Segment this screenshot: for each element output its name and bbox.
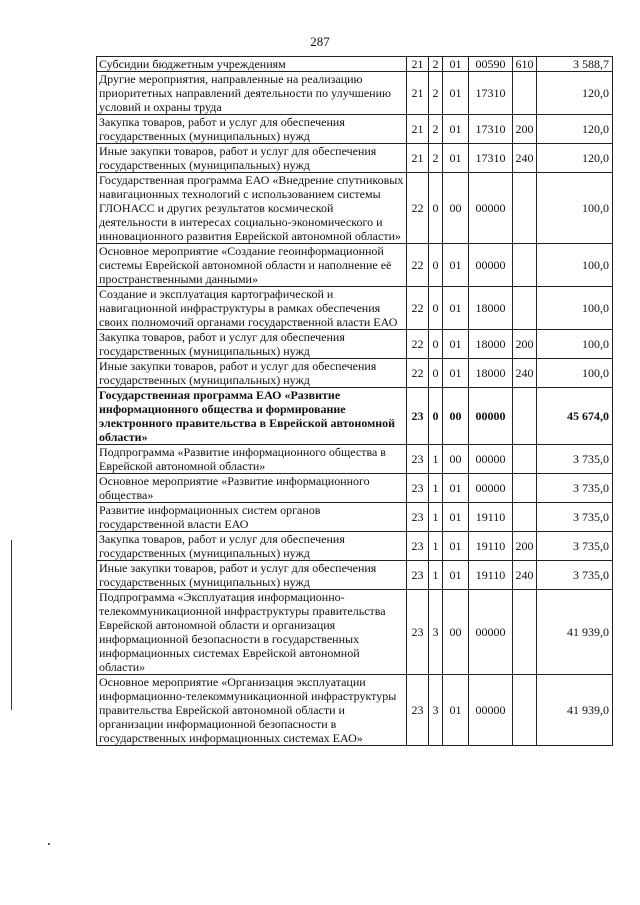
program-code-cell: 22	[407, 330, 429, 359]
expense-type-cell: 240	[513, 359, 537, 388]
program-code-cell: 22	[407, 287, 429, 330]
measure-code-cell: 01	[443, 244, 469, 287]
row-name-cell: Другие мероприятия, направленные на реализацию приоритетных направлений деятельности по улучшению условий и охраны труда	[97, 72, 407, 115]
table-row	[97, 590, 613, 675]
direction-code-cell: 00000	[469, 590, 513, 675]
measure-code-cell: 01	[443, 359, 469, 388]
measure-code-cell: 00	[443, 173, 469, 244]
expense-type-cell	[513, 503, 537, 532]
expense-type-cell	[513, 445, 537, 474]
measure-code-cell: 01	[443, 474, 469, 503]
subprogram-code-cell: 0	[429, 330, 443, 359]
subprogram-code-cell: 0	[429, 359, 443, 388]
amount-cell: 120,0	[537, 144, 613, 173]
table-row	[97, 173, 613, 244]
amount-cell: 41 939,0	[537, 590, 613, 675]
row-name-cell: Иные закупки товаров, работ и услуг для обеспечения государственных (муниципальных) нужд	[97, 359, 407, 388]
direction-code-cell: 17310	[469, 144, 513, 173]
table-row	[97, 244, 613, 287]
direction-code-cell: 00000	[469, 388, 513, 445]
program-code-cell: 21	[407, 72, 429, 115]
measure-code-cell: 01	[443, 330, 469, 359]
direction-code-cell: 00000	[469, 173, 513, 244]
program-code-cell: 23	[407, 503, 429, 532]
direction-code-cell: 17310	[469, 115, 513, 144]
amount-cell: 41 939,0	[537, 675, 613, 746]
measure-code-cell: 00	[443, 590, 469, 675]
table-row	[97, 72, 613, 115]
expense-type-cell	[513, 244, 537, 287]
program-code-cell: 23	[407, 675, 429, 746]
program-code-cell: 21	[407, 115, 429, 144]
program-code-cell: 23	[407, 532, 429, 561]
subprogram-code-cell: 2	[429, 144, 443, 173]
direction-code-cell: 19110	[469, 561, 513, 590]
expense-type-cell	[513, 675, 537, 746]
table-row	[97, 388, 613, 445]
subprogram-code-cell: 1	[429, 561, 443, 590]
row-name-cell: Основное мероприятие «Организация эксплуатации информационно-телекоммуникационной инфраструктуры правительства Еврейской автономной области и организации информационной безопасности в государственных информационных системах ЕАО»	[97, 675, 407, 746]
row-name-cell: Государственная программа ЕАО «Развитие информационного общества и формирование электронного правительства в Еврейской автономной области»	[97, 388, 407, 445]
direction-code-cell: 00000	[469, 474, 513, 503]
row-name-cell: Создание и эксплуатация картографической и навигационной инфраструктуры в рамках обеспечения своих полномочий органами государственной власти ЕАО	[97, 287, 407, 330]
subprogram-code-cell: 0	[429, 244, 443, 287]
row-name-cell: Закупка товаров, работ и услуг для обеспечения государственных (муниципальных) нужд	[97, 115, 407, 144]
program-code-cell: 23	[407, 388, 429, 445]
measure-code-cell: 01	[443, 675, 469, 746]
row-name-cell: Государственная программа ЕАО «Внедрение спутниковых навигационных технологий с использованием системы ГЛОНАСС и других результатов космической деятельности в интересах социально-экономического и инновационного развития Еврейской автономной области»	[97, 173, 407, 244]
row-name-cell: Подпрограмма «Развитие информационного общества в Еврейской автономной области»	[97, 445, 407, 474]
row-name-cell: Закупка товаров, работ и услуг для обеспечения государственных (муниципальных) нужд	[97, 532, 407, 561]
expense-type-cell	[513, 173, 537, 244]
amount-cell: 3 588,7	[537, 57, 613, 72]
table-row	[97, 57, 613, 72]
program-code-cell: 23	[407, 590, 429, 675]
direction-code-cell: 00000	[469, 675, 513, 746]
expense-type-cell: 200	[513, 115, 537, 144]
row-name-cell: Основное мероприятие «Создание геоинформационной системы Еврейской автономной области и наполнение её пространственными данными»	[97, 244, 407, 287]
table-body	[97, 57, 613, 746]
measure-code-cell: 01	[443, 532, 469, 561]
scan-speck	[48, 843, 50, 845]
direction-code-cell: 18000	[469, 287, 513, 330]
expense-type-cell: 240	[513, 144, 537, 173]
expense-type-cell	[513, 474, 537, 503]
direction-code-cell: 00000	[469, 244, 513, 287]
measure-code-cell: 01	[443, 561, 469, 590]
table-row	[97, 561, 613, 590]
amount-cell: 3 735,0	[537, 503, 613, 532]
subprogram-code-cell: 2	[429, 115, 443, 144]
amount-cell: 45 674,0	[537, 388, 613, 445]
table-row	[97, 115, 613, 144]
measure-code-cell: 01	[443, 144, 469, 173]
direction-code-cell: 19110	[469, 532, 513, 561]
budget-table	[96, 56, 613, 746]
amount-cell: 3 735,0	[537, 445, 613, 474]
direction-code-cell: 00000	[469, 445, 513, 474]
program-code-cell: 22	[407, 359, 429, 388]
program-code-cell: 22	[407, 173, 429, 244]
program-code-cell: 22	[407, 244, 429, 287]
amount-cell: 120,0	[537, 72, 613, 115]
program-code-cell: 23	[407, 474, 429, 503]
measure-code-cell: 00	[443, 445, 469, 474]
subprogram-code-cell: 2	[429, 57, 443, 72]
table-row	[97, 144, 613, 173]
budget-table-container	[96, 56, 616, 746]
measure-code-cell: 01	[443, 72, 469, 115]
subprogram-code-cell: 1	[429, 445, 443, 474]
expense-type-cell: 200	[513, 330, 537, 359]
program-code-cell: 23	[407, 561, 429, 590]
page-number: 287	[310, 34, 330, 49]
expense-type-cell: 240	[513, 561, 537, 590]
measure-code-cell: 01	[443, 287, 469, 330]
amount-cell: 100,0	[537, 330, 613, 359]
amount-cell: 100,0	[537, 287, 613, 330]
subprogram-code-cell: 1	[429, 503, 443, 532]
row-name-cell: Основное мероприятие «Развитие информационного общества»	[97, 474, 407, 503]
amount-cell: 100,0	[537, 173, 613, 244]
expense-type-cell	[513, 590, 537, 675]
expense-type-cell: 200	[513, 532, 537, 561]
row-name-cell: Развитие информационных систем органов государственной власти ЕАО	[97, 503, 407, 532]
amount-cell: 100,0	[537, 359, 613, 388]
amount-cell: 3 735,0	[537, 474, 613, 503]
expense-type-cell	[513, 388, 537, 445]
table-row	[97, 330, 613, 359]
expense-type-cell	[513, 72, 537, 115]
scan-margin-line	[11, 540, 12, 710]
measure-code-cell: 00	[443, 388, 469, 445]
measure-code-cell: 01	[443, 503, 469, 532]
row-name-cell: Иные закупки товаров, работ и услуг для обеспечения государственных (муниципальных) нужд	[97, 561, 407, 590]
direction-code-cell: 00590	[469, 57, 513, 72]
subprogram-code-cell: 3	[429, 675, 443, 746]
direction-code-cell: 19110	[469, 503, 513, 532]
subprogram-code-cell: 0	[429, 173, 443, 244]
subprogram-code-cell: 0	[429, 388, 443, 445]
table-row	[97, 445, 613, 474]
row-name-cell: Закупка товаров, работ и услуг для обеспечения государственных (муниципальных) нужд	[97, 330, 407, 359]
subprogram-code-cell: 0	[429, 287, 443, 330]
amount-cell: 120,0	[537, 115, 613, 144]
amount-cell: 3 735,0	[537, 532, 613, 561]
table-row	[97, 503, 613, 532]
direction-code-cell: 18000	[469, 330, 513, 359]
program-code-cell: 21	[407, 57, 429, 72]
row-name-cell: Иные закупки товаров, работ и услуг для обеспечения государственных (муниципальных) нужд	[97, 144, 407, 173]
table-row	[97, 675, 613, 746]
program-code-cell: 23	[407, 445, 429, 474]
row-name-cell: Субсидии бюджетным учреждениям	[97, 57, 407, 72]
subprogram-code-cell: 2	[429, 72, 443, 115]
table-row	[97, 532, 613, 561]
subprogram-code-cell: 1	[429, 474, 443, 503]
table-row	[97, 359, 613, 388]
table-row	[97, 474, 613, 503]
expense-type-cell	[513, 287, 537, 330]
amount-cell: 100,0	[537, 244, 613, 287]
amount-cell: 3 735,0	[537, 561, 613, 590]
direction-code-cell: 17310	[469, 72, 513, 115]
program-code-cell: 21	[407, 144, 429, 173]
direction-code-cell: 18000	[469, 359, 513, 388]
subprogram-code-cell: 3	[429, 590, 443, 675]
subprogram-code-cell: 1	[429, 532, 443, 561]
measure-code-cell: 01	[443, 115, 469, 144]
table-row	[97, 287, 613, 330]
row-name-cell: Подпрограмма «Эксплуатация информационно-телекоммуникационной инфраструктуры правительства Еврейской автономной области и организация информационной безопасности в государственных информационных системах Еврейской автономной области»	[97, 590, 407, 675]
expense-type-cell: 610	[513, 57, 537, 72]
measure-code-cell: 01	[443, 57, 469, 72]
